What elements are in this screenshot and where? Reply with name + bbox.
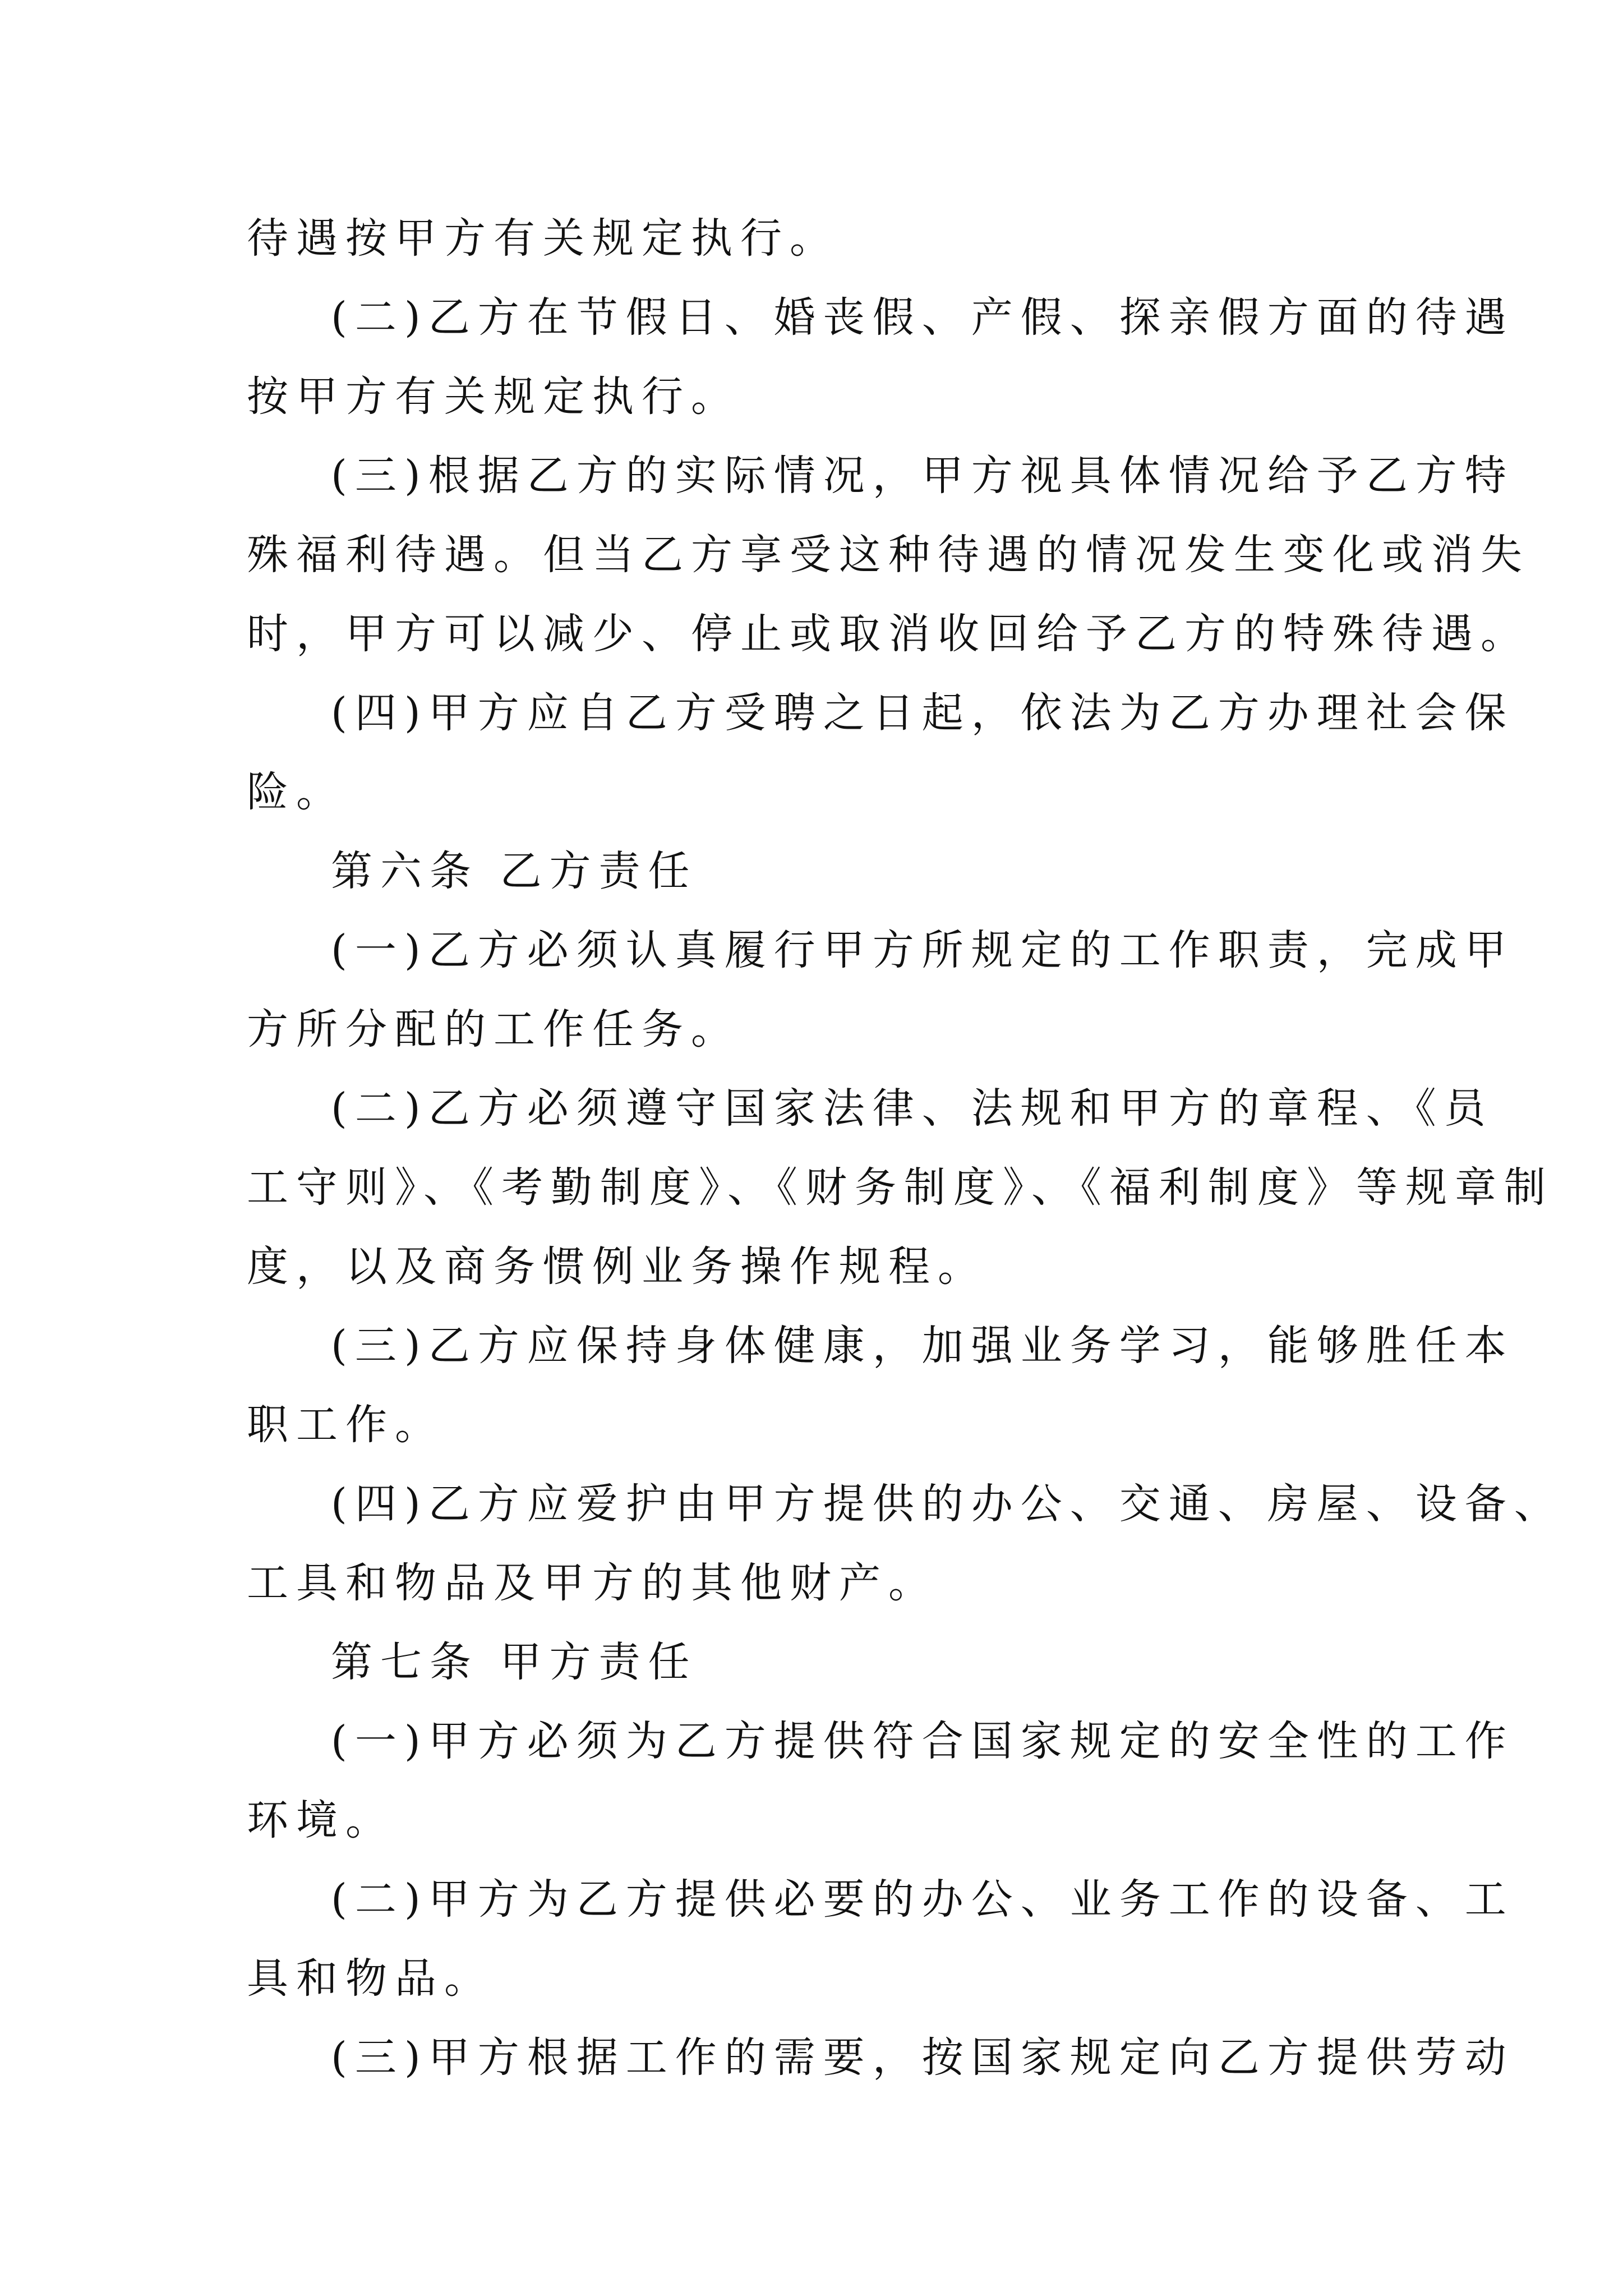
text-line: (一)甲方必须为乙方提供符合国家规定的安全性的工作 [331, 1717, 1514, 1765]
section-heading: 第六条 乙方责任 [331, 847, 698, 895]
text-line: 工具和物品及甲方的其他财产。 [247, 1559, 938, 1607]
text-line: (三)乙方应保持身体健康，加强业务学习，能够胜任本 [331, 1322, 1514, 1370]
text-line: 职工作。 [247, 1401, 444, 1449]
text-line: 具和物品。 [247, 1954, 494, 2003]
text-line: (四)甲方应自乙方受聘之日起，依法为乙方办理社会保 [331, 689, 1514, 737]
text-line: (三)根据乙方的实际情况，甲方视具体情况给予乙方特 [331, 452, 1514, 500]
text-line: 殊福利待遇。但当乙方享受这种待遇的情况发生变化或消失 [247, 531, 1530, 579]
text-line: (二)甲方为乙方提供必要的办公、业务工作的设备、工 [331, 1875, 1514, 1924]
text-line: (三)甲方根据工作的需要，按国家规定向乙方提供劳动 [331, 2033, 1514, 2082]
section-heading: 第七条 甲方责任 [331, 1638, 698, 1686]
text-line: 环境。 [247, 1796, 395, 1844]
text-line: 按甲方有关规定执行。 [247, 372, 740, 421]
text-line: (四)乙方应爱护由甲方提供的办公、交通、房屋、设备、 [331, 1480, 1564, 1528]
text-line: 方所分配的工作任务。 [247, 1005, 740, 1053]
text-line: (一)乙方必须认真履行甲方所规定的工作职责，完成甲 [331, 926, 1514, 974]
text-line: 度，以及商务惯例业务操作规程。 [247, 1243, 987, 1291]
text-line: 险。 [247, 768, 345, 816]
text-line: (二)乙方在节假日、婚丧假、产假、探亲假方面的待遇 [331, 293, 1514, 342]
text-line: 待遇按甲方有关规定执行。 [247, 214, 839, 263]
text-line: 时，甲方可以减少、停止或取消收回给予乙方的特殊待遇。 [247, 610, 1530, 658]
text-line: (二)乙方必须遵守国家法律、法规和甲方的章程、《员 [331, 1084, 1493, 1133]
text-line: 工守则》、《考勤制度》、《财务制度》、《福利制度》等规章制 [247, 1163, 1553, 1212]
